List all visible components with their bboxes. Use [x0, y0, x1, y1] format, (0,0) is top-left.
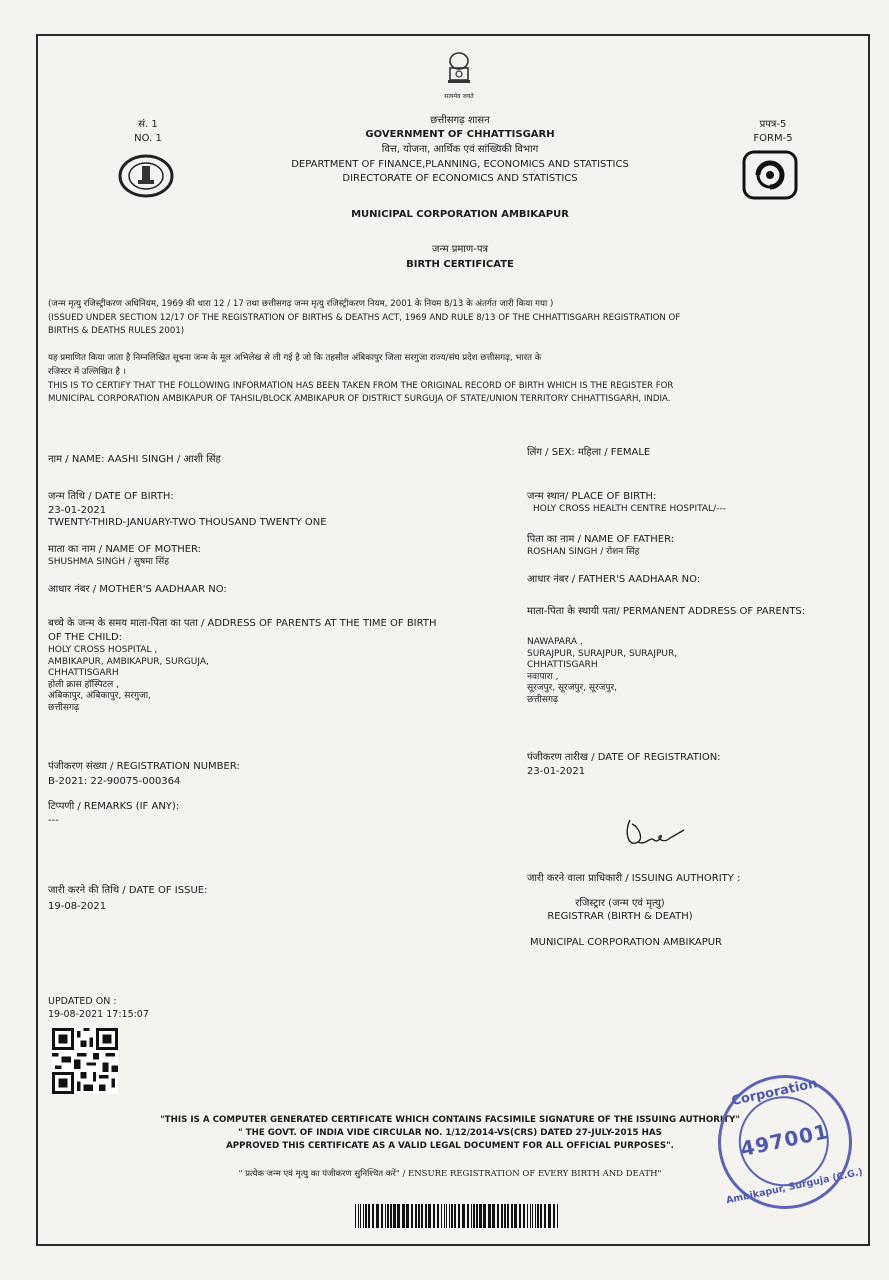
- footer-line-2: " THE GOVT. OF INDIA VIDE CIRCULAR NO. 1/12/2014-VS(CRS) DATED 27-JULY-2015 HAS: [238, 1128, 662, 1138]
- remarks-label: टिप्पणी / REMARKS (IF ANY):: [48, 801, 180, 812]
- birth-address-label-1: बच्चे के जन्म के समय माता-पिता का पता / ADDRESS OF PARENTS AT THE TIME OF BIRTH: [48, 618, 437, 629]
- issue-date-label: जारी करने की तिथि / DATE OF ISSUE:: [48, 885, 208, 896]
- father-aadhaar-label: आधार नंबर / FATHER'S AADHAAR NO:: [527, 574, 701, 585]
- mother-aadhaar-label: आधार नंबर / MOTHER'S AADHAAR NO:: [48, 584, 227, 595]
- name-field: [48, 453, 221, 466]
- birth-address-line: अंबिकापुर, अंबिकापुर, सरगुजा,: [48, 691, 151, 701]
- no-label-hi: सं. 1: [138, 119, 158, 130]
- authority-organisation: MUNICIPAL CORPORATION AMBIKAPUR: [530, 937, 722, 948]
- dept-title-hi: वित्त, योजना, आर्थिक एवं सांख्यिकी विभाग: [381, 144, 539, 155]
- certify-text-en-1: THIS IS TO CERTIFY THAT THE FOLLOWING INFORMATION HAS BEEN TAKEN FROM THE ORIGINAL RECORD OF BIRTH WHICH IS THE REGISTER FOR: [48, 381, 674, 391]
- permanent-address-line: NAWAPARA ,: [527, 637, 583, 647]
- state-seal: [118, 154, 174, 202]
- birth-address: [48, 645, 209, 714]
- birth-address-line: होली क्रास हॉस्पिटल ,: [48, 679, 120, 690]
- certify-text-hi-2: रजिस्टर में उल्लिखित है ।: [48, 367, 126, 377]
- name-label: नाम / NAME:: [48, 454, 105, 465]
- certificate-title-hi: जन्म प्रमाण-पत्र: [431, 244, 489, 255]
- birth-address-line: CHHATTISGARH: [48, 668, 119, 678]
- seal-bottom-text: Ambikapur, Surguja (C.G.): [725, 1166, 864, 1207]
- emblem-caption: सत्यमेव जयते: [444, 93, 474, 100]
- ashoka-emblem-icon: [442, 52, 476, 88]
- updated-label: UPDATED ON :: [48, 996, 117, 1007]
- birth-address-line: छत्तीसगढ़: [48, 702, 80, 713]
- pob-label: जन्म स्थान/ PLACE OF BIRTH:: [527, 491, 657, 502]
- qr-code: [52, 1028, 118, 1098]
- certify-text-en-2: MUNICIPAL CORPORATION AMBIKAPUR OF TAHSIL/BLOCK AMBIKAPUR OF DISTRICT SURGUJA OF STATE/UNION TERRITORY CHHATTISGARH, INDIA.: [48, 394, 671, 404]
- father-value: ROSHAN SINGH / रोशन सिंह: [527, 547, 640, 557]
- form-label-hi: प्रपत्र-5: [759, 119, 787, 130]
- mother-value: SHUSHMA SINGH / सुषमा सिंह: [48, 557, 169, 567]
- act-reference-hi: (जन्म मृत्यु रजिस्ट्रीकरण अधिनियम, 1969 की धारा 12 / 17 तथा छत्तीसगढ़ जन्म मृत्यु रजिस्ट्रीकरण नियम, 2001 के नियम 8/13 के अंतर्गत जारी किया गया ): [48, 299, 554, 309]
- reg-number-value: B-2021: 22-90075-000364: [48, 776, 181, 787]
- authority-label: जारी करने वाला प्राधिकारी / ISSUING AUTHORITY :: [527, 873, 741, 884]
- signature-icon: [620, 812, 690, 854]
- dob-words: TWENTY-THIRD-JANUARY-TWO THOUSAND TWENTY ONE: [48, 517, 327, 528]
- issue-date-value: 19-08-2021: [48, 901, 107, 912]
- act-reference-en-2: BIRTHS & DEATHS RULES 2001): [48, 326, 185, 336]
- corporation-title: MUNICIPAL CORPORATION AMBIKAPUR: [351, 209, 569, 220]
- act-reference-en-1: (ISSUED UNDER SECTION 12/17 OF THE REGISTRATION OF BIRTHS & DEATHS ACT, 1969 AND RULE 8/13 OF THE CHHATTISGARH REGISTRATION OF: [48, 313, 681, 323]
- father-label: पिता का नाम / NAME OF FATHER:: [527, 534, 675, 545]
- mother-label: माता का नाम / NAME OF MOTHER:: [48, 544, 202, 555]
- barcode-icon: [355, 1204, 560, 1228]
- registrar-signature: [620, 812, 690, 858]
- permanent-address-line: SURAJPUR, SURAJPUR, SURAJPUR,: [527, 648, 678, 659]
- sex-value: महिला / FEMALE: [577, 447, 651, 458]
- registrar-title-hi: रजिस्ट्रार (जन्म एवं मृत्यु): [575, 898, 665, 909]
- registration-slogan: " प्रत्येक जन्म एवं मृत्यु का पंजीकरण सुनिश्चित करें" / ENSURE REGISTRATION OF EVERY BIRTH AND DEATH": [238, 1169, 662, 1179]
- name-value: AASHI SINGH / आशी सिंह: [107, 454, 221, 465]
- reg-date-value: 23-01-2021: [527, 766, 586, 777]
- birth-address-line: HOLY CROSS HOSPITAL ,: [48, 645, 158, 655]
- sex-label: लिंग / SEX:: [527, 447, 575, 458]
- registrar-title-en: REGISTRAR (BIRTH & DEATH): [547, 911, 693, 922]
- remarks-value: ---: [48, 815, 59, 826]
- dept-title-en: DEPARTMENT OF FINANCE,PLANNING, ECONOMICS AND STATISTICS: [291, 159, 629, 170]
- govt-title-en: GOVERNMENT OF CHHATTISGARH: [365, 129, 555, 140]
- birth-address-label-2: OF THE CHILD:: [48, 632, 123, 643]
- national-emblem: [429, 52, 489, 100]
- certificate-title-en: BIRTH CERTIFICATE: [406, 259, 514, 270]
- seal-top-text: Corporation: [730, 1076, 819, 1110]
- crs-logo: [742, 150, 798, 204]
- updated-value: 19-08-2021 17:15:07: [48, 1009, 149, 1020]
- no-label-en: NO. 1: [134, 133, 162, 144]
- reg-number-label: पंजीकरण संख्या / REGISTRATION NUMBER:: [48, 761, 240, 772]
- dob-label: जन्म तिथि / DATE OF BIRTH:: [48, 491, 174, 502]
- permanent-address-line: सूरजपुर, सूरजपुर, सूरजपुर,: [527, 683, 618, 693]
- qr-code-icon: [52, 1028, 118, 1094]
- footer-line-1: "THIS IS A COMPUTER GENERATED CERTIFICATE WHICH CONTAINS FACSIMILE SIGNATURE OF THE ISSUING AUTHORITY": [160, 1115, 740, 1125]
- dob-value: 23-01-2021: [48, 505, 107, 516]
- certify-text-hi-1: यह प्रमाणित किया जाता है निम्नलिखित सूचना जन्म के मूल अभिलेख से ली गई है जो कि तहसील अंबिकापुर जिला सरगुजा राज्य/संघ प्रदेश छत्तीसगढ़, भारत के: [48, 353, 542, 363]
- sex-field: [527, 446, 650, 459]
- seal-number: 497001: [738, 1119, 831, 1162]
- footer-line-3: APPROVED THIS CERTIFICATE AS A VALID LEGAL DOCUMENT FOR ALL OFFICIAL PURPOSES".: [226, 1141, 674, 1151]
- pob-value: HOLY CROSS HEALTH CENTRE HOSPITAL/---: [533, 504, 726, 514]
- reg-date-label: पंजीकरण तारीख / DATE OF REGISTRATION:: [527, 752, 721, 763]
- permanent-address-label: माता-पिता के स्थायी पता/ PERMANENT ADDRESS OF PARENTS:: [527, 606, 806, 617]
- govt-title-hi: छत्तीसगढ़ शासन: [430, 115, 490, 126]
- barcode: [355, 1204, 560, 1232]
- permanent-address-line: CHHATTISGARH: [527, 660, 598, 670]
- permanent-address-line: छत्तीसगढ़: [527, 694, 559, 705]
- form-label-en: FORM-5: [753, 133, 793, 144]
- permanent-address: [527, 637, 677, 706]
- directorate-title: DIRECTORATE OF ECONOMICS AND STATISTICS: [342, 173, 578, 184]
- birth-address-line: AMBIKAPUR, AMBIKAPUR, SURGUJA,: [48, 656, 209, 667]
- permanent-address-line: नवापारा ,: [527, 671, 559, 682]
- crs-logo-icon: [742, 150, 798, 200]
- state-seal-icon: [118, 154, 174, 198]
